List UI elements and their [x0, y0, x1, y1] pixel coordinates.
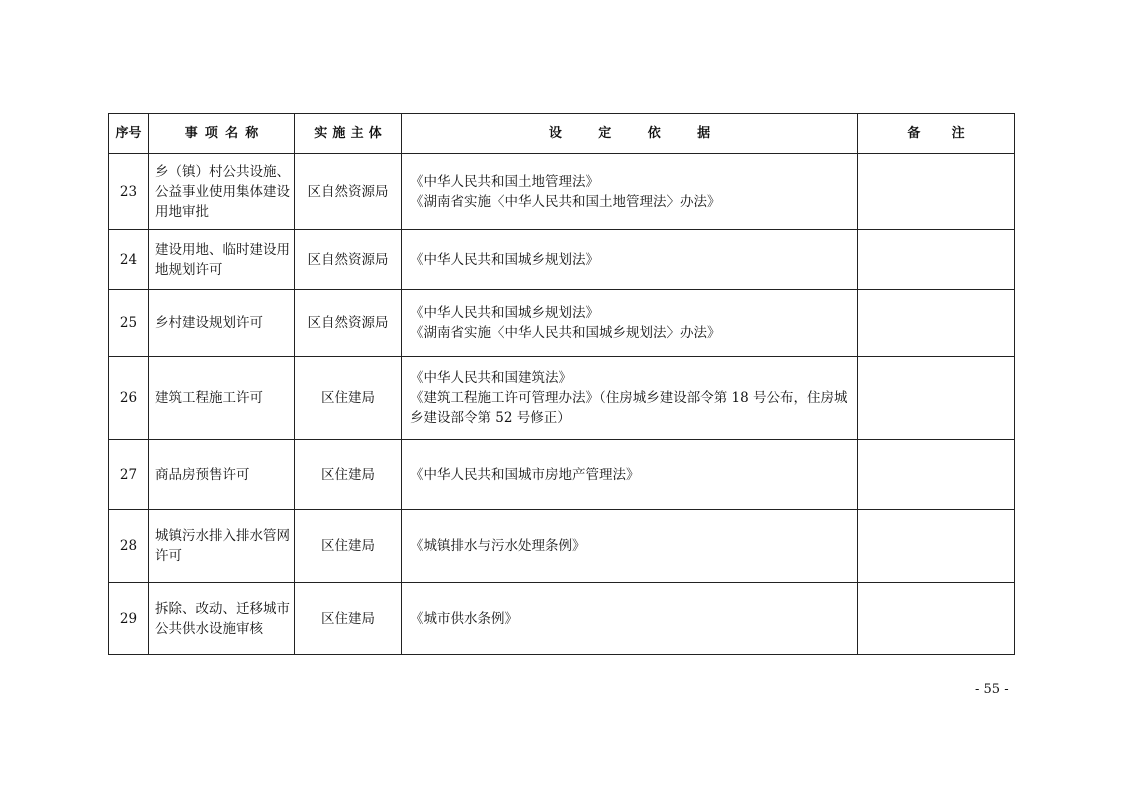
basis-line: 《建筑工程施工许可管理办法》（住房城乡建设部令第 18 号公布，住房城乡建设部令第 52 号修正） — [410, 390, 848, 426]
basis-line: 《城镇排水与污水处理条例》 — [410, 538, 586, 554]
row-name: 商品房预售许可 — [149, 440, 295, 510]
header-name: 事项名称 — [149, 114, 295, 154]
row-note — [858, 290, 1015, 357]
row-name: 乡村建设规划许可 — [149, 290, 295, 357]
row-name: 城镇污水排入排水管网许可 — [149, 510, 295, 583]
basis-line: 《中华人民共和国土地管理法》 — [410, 173, 599, 190]
basis-line: 《城市供水条例》 — [410, 610, 518, 627]
row-basis — [402, 290, 858, 357]
row-basis — [402, 357, 858, 440]
table-header-row — [109, 114, 1015, 154]
header-num: 序号 — [109, 114, 149, 154]
basis-line: 《湖南省实施〈中华人民共和国城乡规划法〉办法》 — [410, 325, 721, 341]
table-row — [109, 440, 1015, 510]
table-row — [109, 154, 1015, 230]
row-note — [858, 583, 1015, 655]
row-dept: 区自然资源局 — [295, 154, 402, 230]
row-basis — [402, 154, 858, 230]
row-num: 27 — [109, 440, 149, 510]
basis-line: 《湖南省实施〈中华人民共和国土地管理法〉办法》 — [410, 193, 721, 210]
row-basis — [402, 583, 858, 655]
row-dept: 区自然资源局 — [295, 230, 402, 290]
row-basis — [402, 440, 858, 510]
basis-line: 《中华人民共和国城乡规划法》 — [410, 251, 599, 268]
row-note — [858, 510, 1015, 583]
row-dept: 区住建局 — [295, 510, 402, 583]
row-basis — [402, 510, 858, 583]
table-row — [109, 290, 1015, 357]
row-num: 26 — [109, 357, 149, 440]
row-note — [858, 357, 1015, 440]
page-number: - 55 - — [975, 682, 1009, 697]
row-name: 乡（镇）村公共设施、公益事业使用集体建设用地审批 — [149, 154, 295, 230]
row-name: 拆除、改动、迁移城市公共供水设施审核 — [149, 583, 295, 655]
row-note — [858, 440, 1015, 510]
row-dept: 区住建局 — [295, 357, 402, 440]
row-num: 24 — [109, 230, 149, 290]
row-note — [858, 154, 1015, 230]
row-num: 29 — [109, 583, 149, 655]
row-dept: 区住建局 — [295, 440, 402, 510]
table-row — [109, 357, 1015, 440]
row-name: 建筑工程施工许可 — [149, 357, 295, 440]
table-row — [109, 583, 1015, 655]
table-row — [109, 230, 1015, 290]
row-name: 建设用地、临时建设用地规划许可 — [149, 230, 295, 290]
row-num: 28 — [109, 510, 149, 583]
basis-line: 《中华人民共和国城市房地产管理法》 — [410, 466, 640, 483]
header-basis: 设定依据 — [402, 114, 858, 154]
row-basis — [402, 230, 858, 290]
basis-line: 《中华人民共和国建筑法》 — [410, 370, 572, 386]
table-row — [109, 510, 1015, 583]
header-dept: 实施主体 — [295, 114, 402, 154]
row-dept: 区自然资源局 — [295, 290, 402, 357]
header-note: 备注 — [858, 114, 1015, 154]
basis-line: 《中华人民共和国城乡规划法》 — [410, 305, 599, 321]
permit-table — [108, 113, 1015, 655]
row-num: 23 — [109, 154, 149, 230]
row-note — [858, 230, 1015, 290]
row-num: 25 — [109, 290, 149, 357]
row-dept: 区住建局 — [295, 583, 402, 655]
